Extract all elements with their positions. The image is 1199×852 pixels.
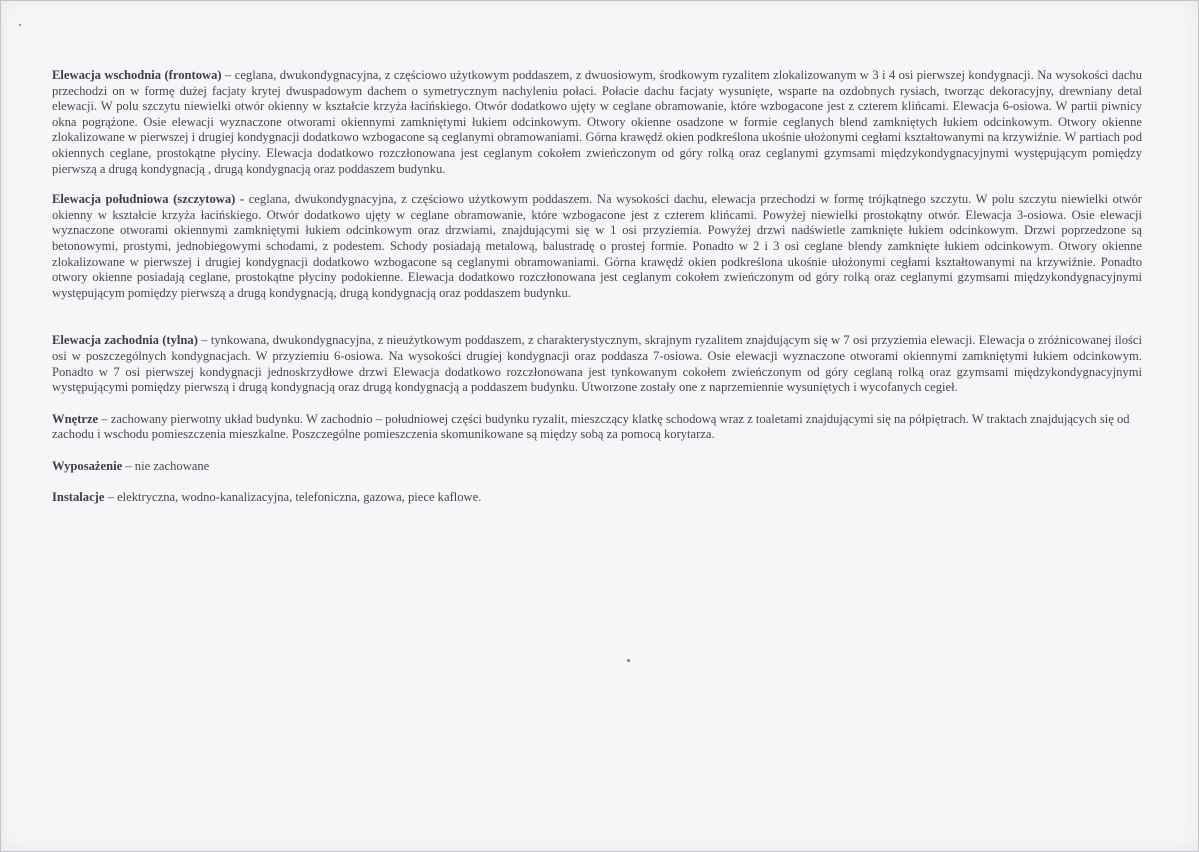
paragraph-equipment [52, 459, 1142, 475]
installations-label: Instalacje [52, 490, 105, 505]
south-elevation-text: ceglana, dwukondygnacyjna, z częściowo użytkowym poddaszem. Na wysokości dachu, elewacja przechodzi w formę trójkątnego szczytu. W polu szczytu niewielki otwór okienny w kształcie krzyża łacińskiego. Otwór dodatkowo ujęty w ceglane obramowanie, które wzbogacone jest z czterem klińcami. Powyżej niewielki prostokątny otwór. Elewacja 3-osiowa. Osie elewacji wyznaczone otworami okiennymi zamkniętymi łukiem odcinkowym oraz drzwiami, znajdującymi się w 1 osi przyziemia. Powyżej drzwi nadświetle zamknięte łukiem odcinkowym. Drzwi poprzedzone są betonowymi, prostymi, jednobiegowymi schodami, z podestem. Schody posiadają metalową, balustradę o prostej formie. Ponadto w 2 i 3 osi ceglane blendy zamknięte łukiem odcinkowym. Otwory okienne zlokalizowane w pierwszej i drugiej kondygnacji dodatkowo wzbogacone są ceglanymi obramowaniami. Górna krawędź okien podkreślona ukośnie ułożonymi cegłami kształtowanymi na krzywiźnie. Ponadto otwory okienne posiadają ceglane, prostokątne płyciny podokienne. Elewacja dodatkowo rozczłonowana jest ceglanym cokołem zwieńczonym od góry rolką oraz ceglanymi gzymsami międzykondygnacyjnymi występującym pomiędzy pierwszą a drugą kondygnacją, drugą kondygnacją oraz poddaszem budynku. [52, 192, 1143, 300]
paragraph-south-elevation [52, 192, 1142, 301]
west-elevation-label: Elewacja zachodnia (tylna) [52, 333, 198, 348]
interior-text: – zachowany pierwotny układ budynku. W zachodnio – południowej części budynku ryzalit, mieszczący klatkę schodową wraz z toaletami znajdującymi się na półpiętrach. W traktach znajdujących się od zachodu i wschodu pomieszczenia mieszkalne. Poszczególne pomieszczenia skomunikowane są między sobą za pomocą korytarza. [52, 411, 1130, 442]
paper-speck [627, 659, 630, 662]
west-elevation-text: – tynkowana, dwukondygnacyjna, z nieużytkowym poddaszem, z charakterystycznym, skrajnym ryzalitem znajdującym się w 7 osi przyziemia elewacji. Elewacja o zróżnicowanej ilości osi w poszczególnych kondygnacjach. W przyziemiu 6-osiowa. Na wysokości drugiej kondygnacji oraz poddasza 7-osiowa. Osie elewacji wyznaczone otworami okiennymi zamkniętymi łukiem odcinkowym. Ponadto w 7 osi pierwszej kondygnacji jednoskrzydłowe drzwi Elewacja dodatkowo rozczłonowana jest tynkowanym cokołem zwieńczonym od góry ceglaną rolką oraz gzymsami międzykondygnacyjnymi występującymi pomiędzy pierwszą i drugą kondygnacją oraz drugą kondygnacją a poddaszem budynku. Utworzone zostały one z naprzemiennie wysuniętych i wycofanych cegieł. [52, 333, 1142, 395]
interior-label: Wnętrze [52, 411, 99, 426]
equipment-text: – nie zachowane [122, 458, 210, 473]
equipment-label: Wyposażenie [52, 458, 123, 473]
paragraph-west-elevation [52, 333, 1142, 395]
installations-text: – elektryczna, wodno-kanalizacyjna, telefoniczna, gazowa, piece kaflowe. [104, 490, 482, 505]
east-elevation-label: Elewacja wschodnia (frontowa) [52, 68, 222, 82]
paragraph-east-elevation [52, 68, 1142, 177]
east-elevation-text: – ceglana, dwukondygnacyjna, z częściowo użytkowym poddaszem, z dwuosiowym, środkowym ryzalitem zlokalizowanym w 3 i 4 osi pierwszej kondygnacji. Na wysokości dachu przechodzi on w formę dużej facjaty krytej dwuspadowym dachem o symetrycznym nachyleniu połaci. Połacie dachu facjaty wysunięte, wsparte na ozdobnych rysiach, tworząc dekoracyjny, drewniany detal elewacji. W polu szczytu niewielki otwór okienny w kształcie krzyża łacińskiego. Otwór dodatkowo ujęty w ceglane obramowanie, które wzbogacone jest z czterem klińcami. Elewacja 6-osiowa. W partii piwnicy okna pogrążone. Osie elewacji wyznaczone otworami okiennymi zamkniętymi łukiem odcinkowym. Otwory okienne osadzone w formie ceglanych blend zamkniętych łukiem odcinkowym. Otwory okienne zlokalizowane w pierwszej i drugiej kondygnacji dodatkowo wzbogacone są ceglanymi obramowaniami. Górna krawędź okien podkreślona ukośnie ułożonymi cegłami kształtowanymi na krzywiźnie. W partiach pod okiennych ceglane, prostokątne płyciny. Elewacja dodatkowo rozczłonowana jest ceglanym cokołem zwieńczonym od góry rolką oraz ceglanymi gzymsami międzykondygnacyjnymi występującym pomiędzy pierwszą a drugą kondygnacją , drugą kondygnacją oraz poddaszem budynku. [52, 68, 1142, 176]
paper-speck [19, 24, 21, 26]
paragraph-interior [52, 412, 1142, 443]
paragraph-installations [52, 490, 1142, 506]
document-body [52, 68, 1142, 506]
south-elevation-label: Elewacja południowa (szczytowa) - [52, 192, 245, 207]
